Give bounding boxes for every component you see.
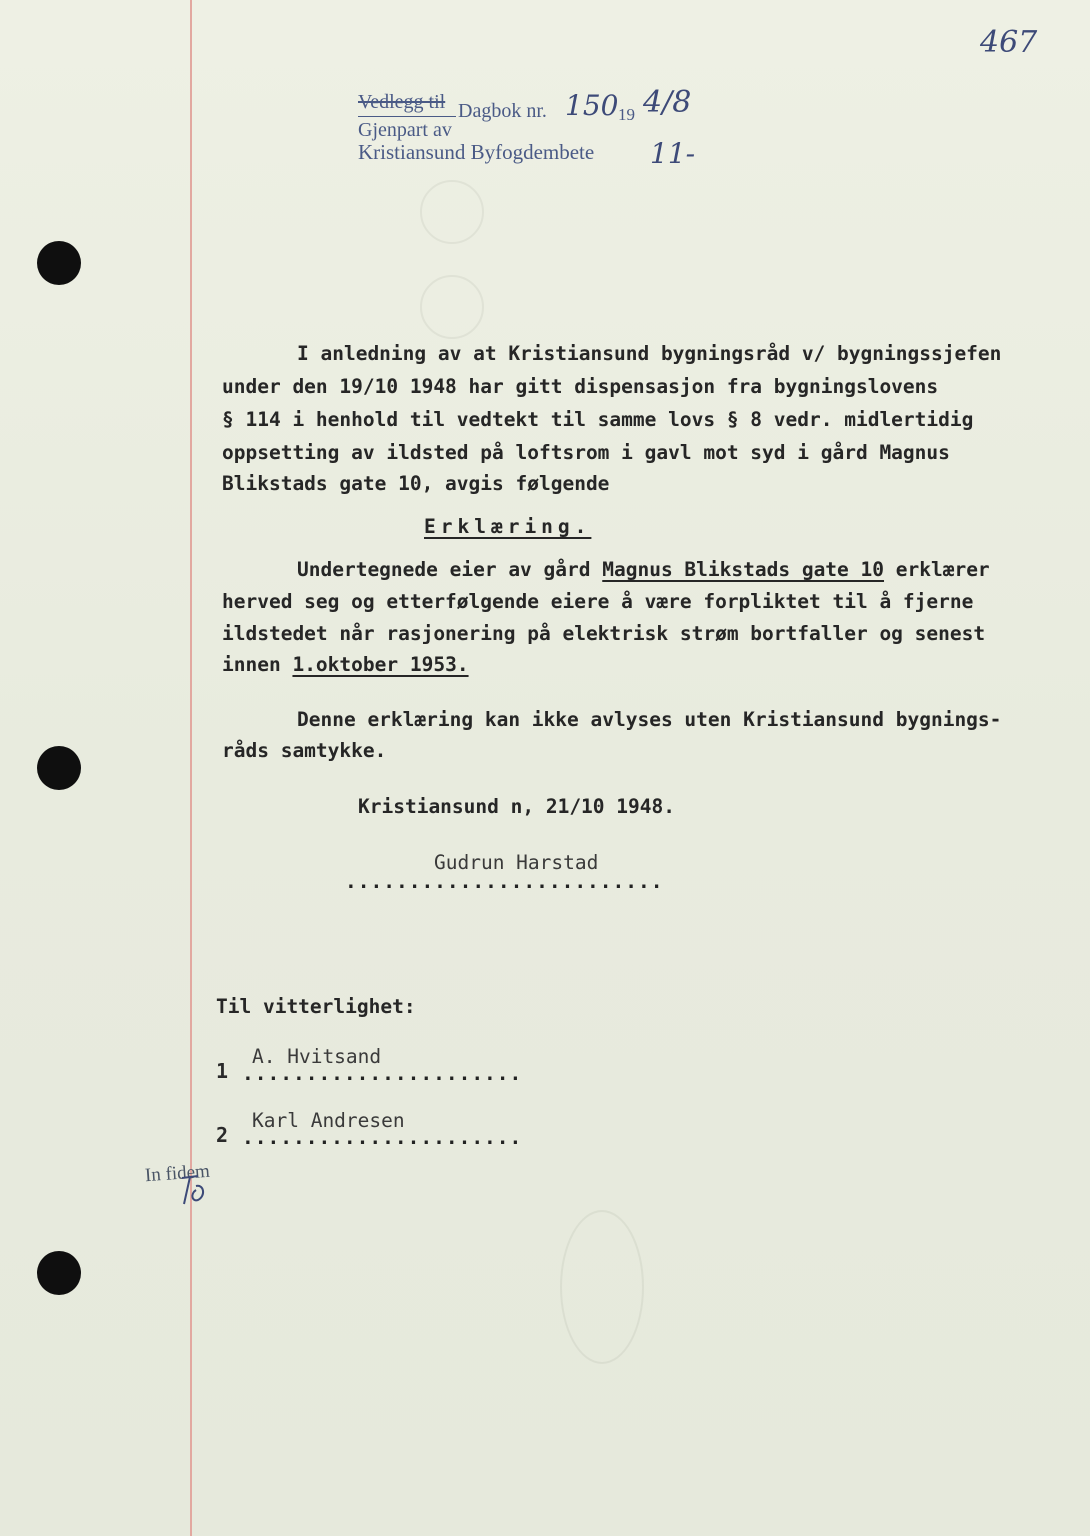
dagbok-number: 150 (565, 89, 619, 122)
witness-label: Til vitterlighet: (216, 995, 416, 1018)
declaration-line: herved seg og etterfølgende eiere å være forpliktet til å fjerne (222, 590, 974, 613)
initial-stroke (182, 1176, 203, 1204)
place-date: Kristiansund n, 21/10 1948. (358, 795, 675, 818)
intro-line: I anledning av at Kristiansund bygningsråd v/ bygningssjefen (297, 342, 1002, 365)
handwritten-suffix: 11- (650, 137, 696, 170)
intro-line: Blikstads gate 10, avgis følgende (222, 472, 610, 495)
in-fidem-initial-mark (176, 1168, 216, 1208)
declaration-line (222, 655, 469, 675)
declaration-line: ildstedet når rasjonering på elektrisk strøm bortfaller og senest (222, 622, 986, 645)
bleed-through-mark (420, 275, 484, 339)
signature-name: Gudrun Harstad (434, 851, 599, 874)
address-underlined: Magnus Blikstads gate 10 (602, 558, 885, 581)
witness-name: Karl Andresen (252, 1109, 405, 1132)
intro-line: under den 19/10 1948 har gitt dispensasjon fra bygningslovens (222, 375, 939, 398)
stamp-underline (358, 116, 456, 117)
punch-hole-top (37, 241, 81, 285)
signature-dotted-line: ......................... (345, 870, 664, 893)
bleed-through-mark (560, 1210, 644, 1364)
witness-dotted-line: ...................... (242, 1126, 523, 1149)
declaration-heading: Erklæring. (424, 515, 592, 538)
punch-hole-middle (37, 746, 81, 790)
witness-number: 2 (216, 1123, 229, 1147)
year-prefix: 19 (618, 105, 635, 124)
gjenpart-label: Gjenpart av (358, 119, 452, 141)
cancel-line: råds samtykke. (222, 739, 387, 762)
struck-text: Vedlegg til (358, 91, 446, 113)
margin-line (190, 0, 192, 1536)
text-span: Undertegnede eier av gård (297, 558, 603, 581)
page-number: 467 (980, 25, 1038, 60)
dagbok-label: Dagbok nr. (458, 100, 547, 122)
text-span: erklærer (884, 558, 990, 581)
witness-dotted-line: ...................... (242, 1062, 523, 1085)
cancel-line: Denne erklæring kan ikke avlyses uten Kristiansund bygnings- (297, 708, 1002, 731)
text-span: innen (222, 653, 293, 676)
in-fidem-stamp: In fidem (144, 1160, 211, 1187)
declaration-line (297, 560, 990, 580)
office-name: Kristiansund Byfogdembete (358, 140, 595, 164)
intro-line: § 114 i henhold til vedtekt til samme lovs § 8 vedr. midlertidig (222, 408, 974, 431)
intro-line: oppsetting av ildsted på loftsrom i gavl mot syd i gård Magnus (222, 441, 950, 464)
punch-hole-bottom (37, 1251, 81, 1295)
handwritten-date: 4/8 (643, 85, 692, 120)
witness-name: A. Hvitsand (252, 1045, 382, 1068)
witness-number: 1 (216, 1059, 229, 1083)
deadline-underlined: 1.oktober 1953. (292, 653, 469, 676)
bleed-through-mark (420, 180, 484, 244)
